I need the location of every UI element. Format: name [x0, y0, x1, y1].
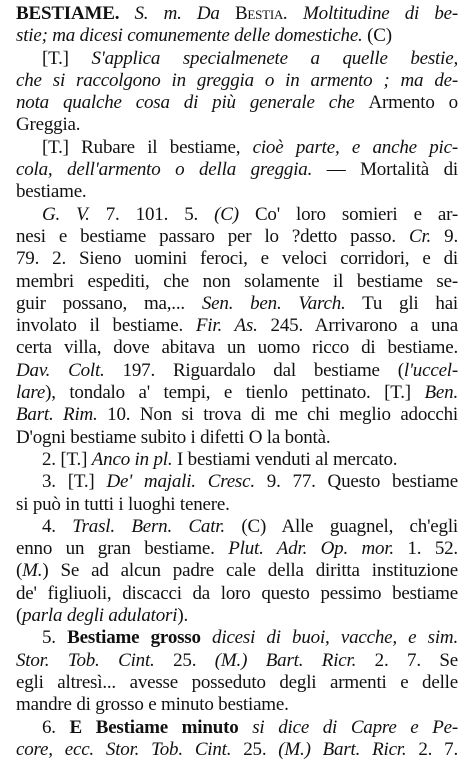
entry-line: BESTIAME. S. m. Da Bestia. Moltitudine di be-	[16, 3, 458, 24]
entry-line: si può in tutti i luoghi tenere.	[16, 493, 230, 515]
headword: BESTIAME.	[16, 3, 120, 24]
entry-line: bestiame.	[16, 181, 87, 203]
entry-line: involato il bestiame. Fir. As. 245. Arrivarono a una	[16, 315, 458, 337]
entry-line: certa villa, dove abitava un uomo ricco di bestiame.	[16, 337, 458, 359]
entry-line: 5. Bestiame grosso dicesi di buoi, vacche, e sim.	[42, 627, 458, 649]
entry-line: che si raccolgono in greggia o in armento ; ma de-	[16, 69, 458, 91]
entry-line: de' figliuoli, discacci da loro questo pessimo bestiame	[16, 582, 458, 604]
entry-line: guir possano, ma,... Sen. ben. Varch. Tu gli hai	[16, 292, 458, 314]
entry-line: Dav. Colt. 197. Riguardalo dal bestiame (l'uccel-	[16, 359, 458, 381]
entry-line: G. V. 7. 101. 5. (C) Co' loro somieri e ar-	[42, 203, 458, 225]
entry-line: 6. E Bestiame minuto si dice di Capre e Pe-	[42, 716, 458, 738]
entry-line: egli altresì... avesse posseduto degli armenti e delle	[16, 671, 458, 693]
entry-line: Greggia.	[16, 114, 81, 136]
entry-line: 2. [T.] Anco in pl. I bestiami venduti al mercato.	[42, 448, 398, 470]
entry-line: (parla degli adulatori).	[16, 605, 189, 627]
entry-line: cola, dell'armento o della greggia. — Mortalità di	[16, 159, 458, 181]
entry-line: core, ecc. Stor. Tob. Cint. 25. (M.) Bart. Ricr. 2. 7.	[16, 738, 458, 760]
entry-line: lare), tondalo a' tempi, e tienlo pettinato. [T.] Ben.	[16, 382, 458, 404]
entry-line: mandre di grosso e minuto bestiame.	[16, 694, 289, 716]
entry-line: nesi e bestiame passaro per lo ?detto passo. Cr. 9.	[16, 225, 458, 247]
entry-line: D'ogni bestiame subito i difetti O la bontà.	[16, 426, 331, 448]
entry-line: [T.] Rubare il bestiame, cioè parte, e anche pic-	[42, 136, 458, 158]
entry-line: Stor. Tob. Cint. 25. (M.) Bart. Ricr. 2. 7. Se	[16, 649, 458, 671]
entry-line: Bart. Rim. 10. Non si trova di me chi meglio adocchi	[16, 404, 458, 426]
entry-line: enno un gran bestiame. Plut. Adr. Op. mor. 1. 52.	[16, 538, 458, 560]
entry-line: stie; ma dicesi comunemente delle domestiche. (C)	[16, 25, 392, 47]
entry-line: [T.] S'applica specialmenete a quelle bestie,	[42, 47, 458, 69]
entry-line: 79. 2. Sieno uomini feroci, e veloci corridori, e di	[16, 248, 458, 270]
entry-line: nota qualche cosa di più generale che Armento o	[16, 92, 458, 114]
entry-line: 4. Trasl. Bern. Catr. (C) Alle guagnel, ch'egli	[42, 515, 458, 537]
entry-line: membri espediti, che non solamente il bestiame se-	[16, 270, 458, 292]
entry-line: 3. [T.] De' majali. Cresc. 9. 77. Questo bestiame	[42, 471, 458, 493]
entry-line: (M.) Se ad alcun padre cale della diritta instituzione	[16, 560, 458, 582]
